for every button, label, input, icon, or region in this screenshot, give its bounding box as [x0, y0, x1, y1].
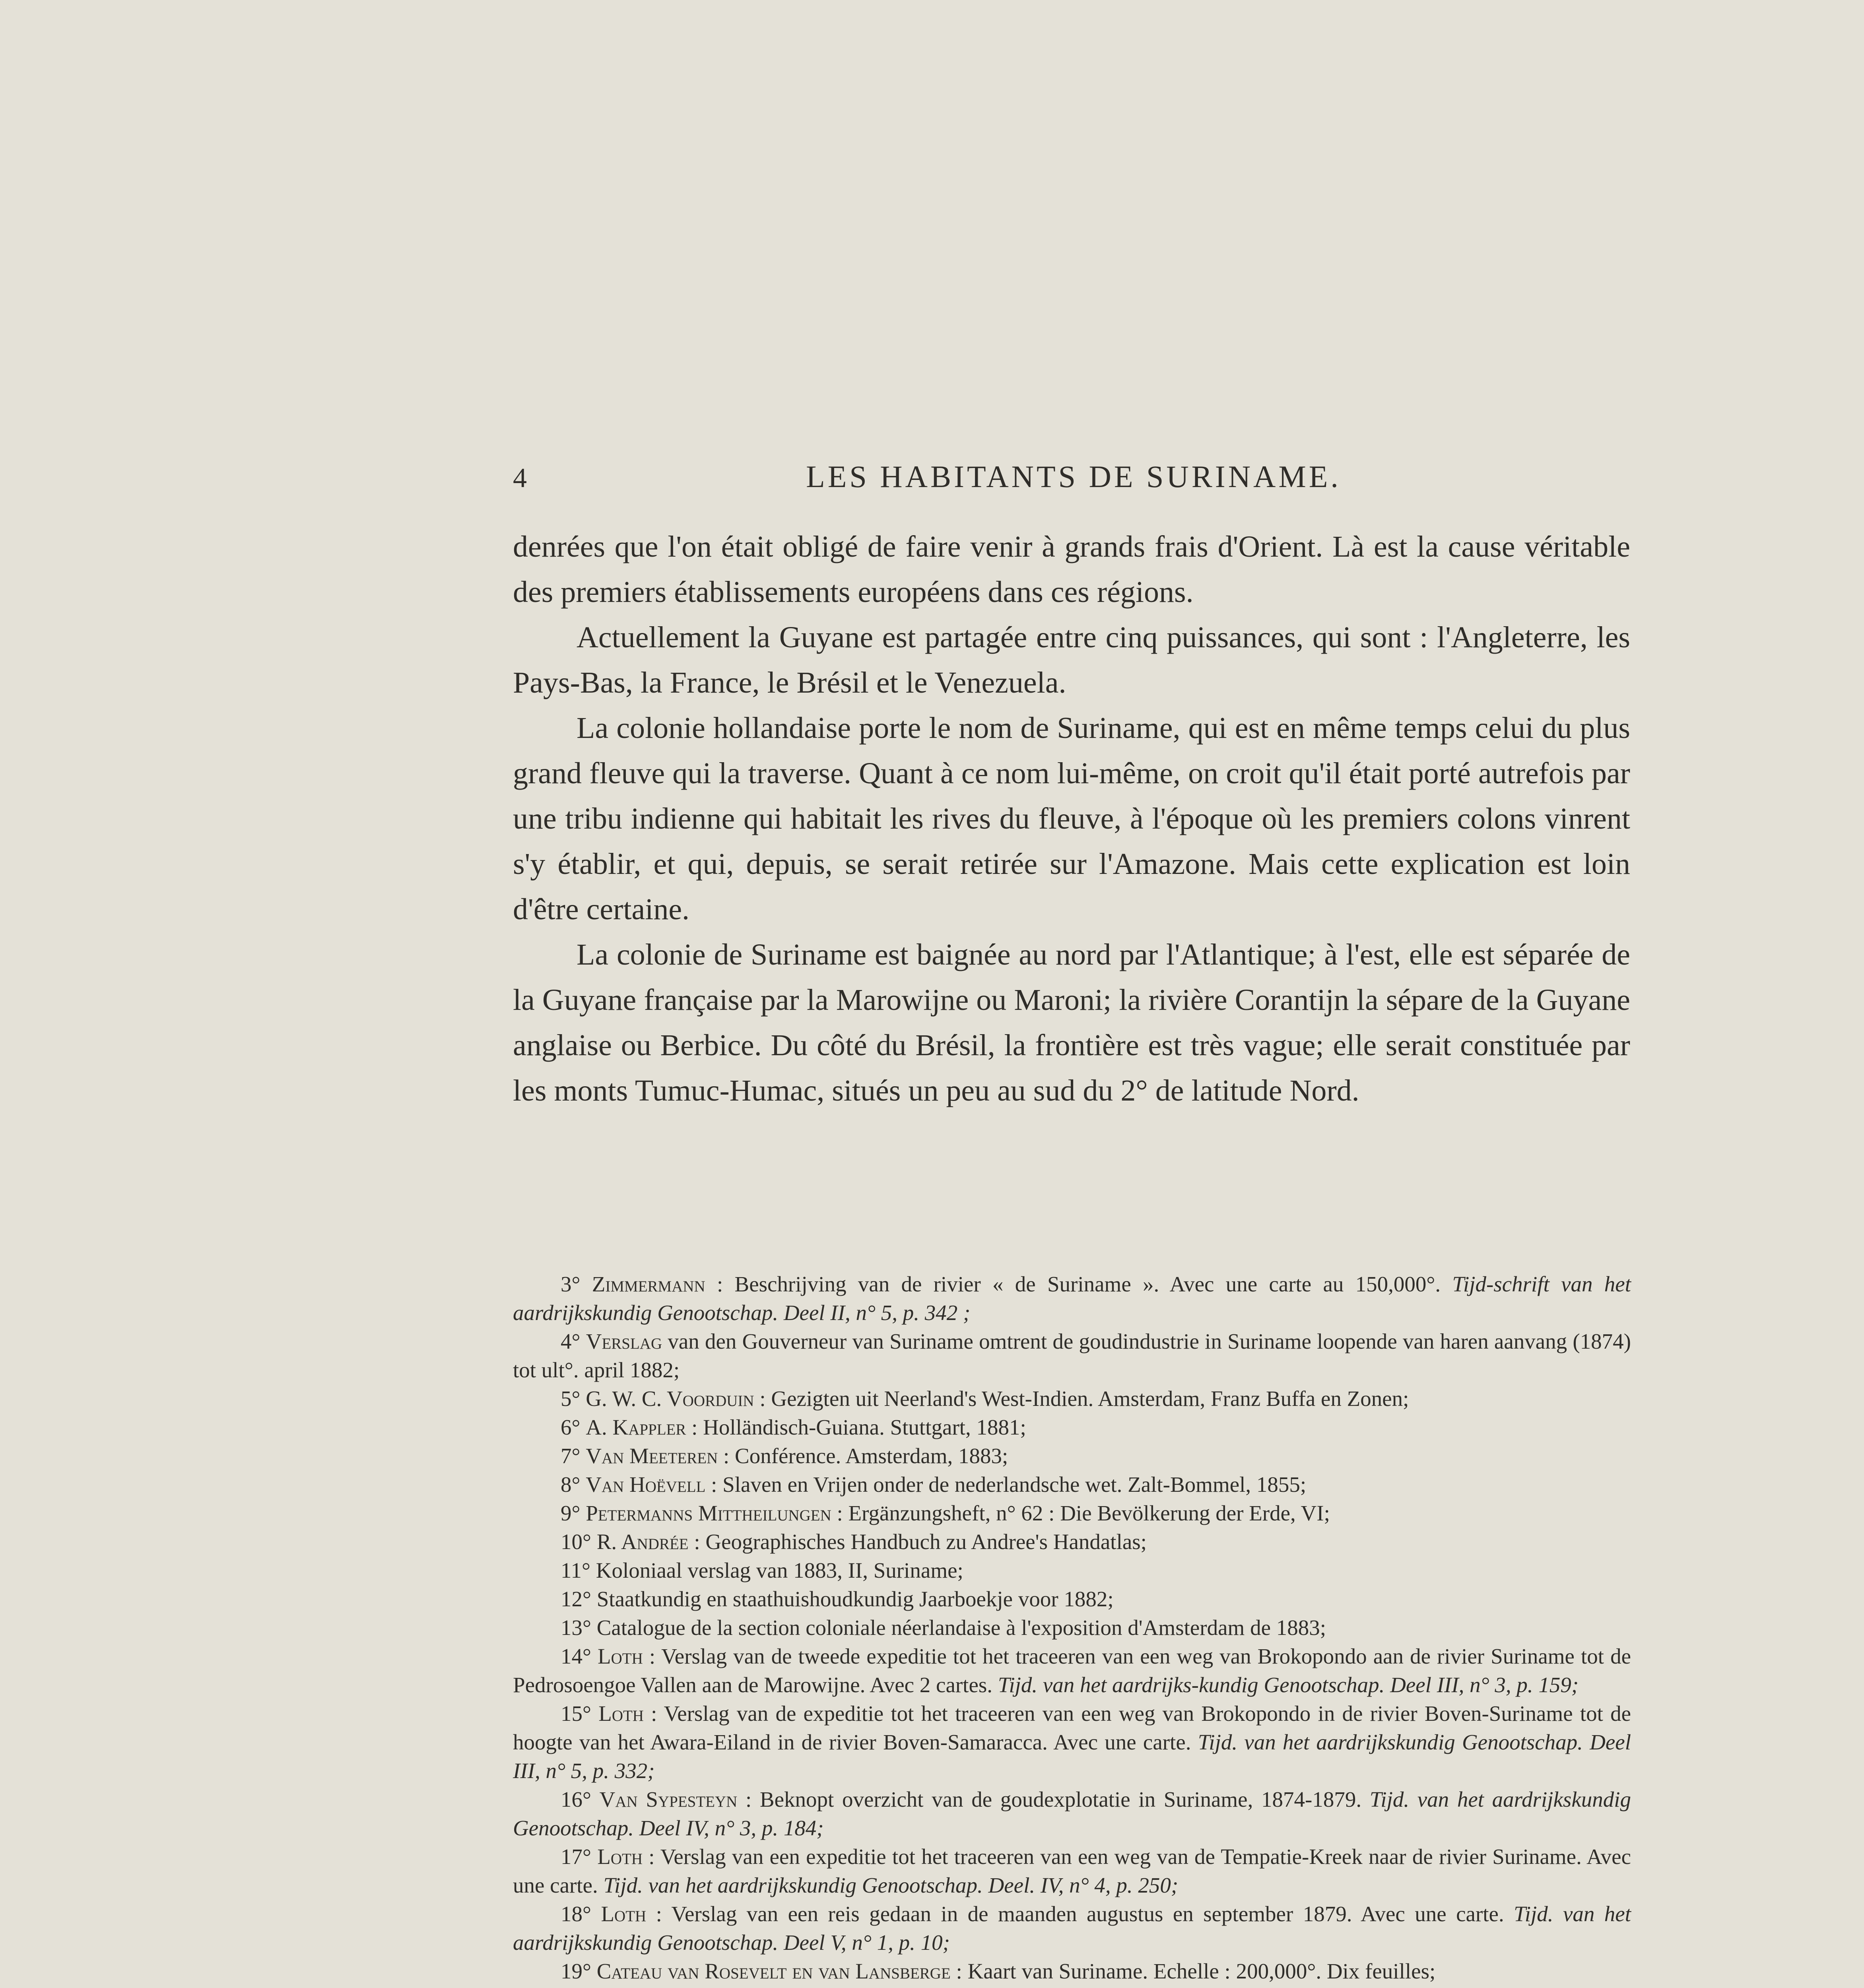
- page-number: 4: [513, 463, 527, 493]
- reference-number: 16°: [561, 1787, 591, 1811]
- reference-item: [513, 1528, 1631, 1556]
- reference-number: 17°: [561, 1844, 591, 1869]
- reference-item: [513, 1900, 1631, 1957]
- reference-citation: Tijd. van het aardrijkskundig Genootschap. Deel IV, n° 3, p. 184;: [513, 1787, 1631, 1840]
- paragraph: La colonie hollandaise porte le nom de Suriname, qui est en même temps celui du plus grand fleuve qui la traverse. Quant à ce nom lui-même, on croit qu'il était porté autrefois par une tribu indienne qui habitait les rives du fleuve, à l'époque où les premiers colons vinrent s'y établir, et qui, depuis, se serait retirée sur l'Amazone. Mais cette explication est loin d'être certaine.: [513, 711, 1630, 926]
- reference-item: [513, 1842, 1631, 1900]
- reference-text: Staatkundig en staathuishoudkundig Jaarboekje voor 1882;: [596, 1587, 1114, 1611]
- running-title: LES HABITANTS DE SURINAME.: [806, 459, 1341, 494]
- reference-item: [513, 1499, 1631, 1528]
- reference-number: 4°: [561, 1329, 581, 1353]
- reference-citation: Tijd. van het aardrijkskundig Genootschap. Deel. IV, n° 4, p. 250;: [603, 1873, 1179, 1897]
- reference-text: : Verslag van een expeditie tot het traceeren van een weg van de Tempatie-Kreek naar de rivier Suriname. Avec une carte.: [513, 1844, 1631, 1897]
- reference-number: 7°: [561, 1444, 581, 1468]
- paragraph: denrées que l'on était obligé de faire venir à grands frais d'Orient. Là est la cause véritable des premiers établissements européens dans ces régions.: [513, 530, 1630, 609]
- reference-author: G. W. C. Voorduin: [586, 1386, 754, 1411]
- paragraph: Actuellement la Guyane est partagée entre cinq puissances, qui sont : l'Angleterre, les Pays-Bas, la France, le Brésil et le Venezuela.: [513, 621, 1630, 699]
- reference-citation: Tijd. van het aardrijkskundig Genootschap. Deel V, n° 1, p. 10;: [513, 1902, 1631, 1955]
- running-head: [513, 461, 1634, 505]
- reference-text: : Verslag van een reis gedaan in de maanden augustus en september 1879. Avec une carte.: [646, 1902, 1514, 1926]
- reference-number: 12°: [561, 1587, 591, 1611]
- reference-author: Zimmermann: [592, 1272, 705, 1296]
- reference-item: [513, 1613, 1631, 1642]
- reference-author: Verslag: [586, 1329, 662, 1353]
- reference-text: Catalogue de la section coloniale néerlandaise à l'exposition d'Amsterdam de 1883;: [596, 1615, 1326, 1640]
- reference-author: R. Andrée: [596, 1530, 689, 1554]
- reference-citation: Tijd. van het aardrijks-kundig Genootschap. Deel III, n° 3, p. 159;: [998, 1673, 1579, 1697]
- reference-author: Loth: [601, 1902, 647, 1926]
- reference-text: : Verslag van de tweede expeditie tot het traceeren van een weg van Brokopondo aan de rivier Suriname tot de Pedrosoengoe Vallen aan de Marowijne. Avec 2 cartes.: [513, 1644, 1631, 1697]
- reference-text: : Ergänzungsheft, n° 62 : Die Bevölkerung der Erde, VI;: [831, 1501, 1330, 1525]
- reference-author: Loth: [597, 1844, 643, 1869]
- reference-author: Cateau van Rosevelt en van Lansberge: [596, 1959, 951, 1983]
- reference-item: [513, 1585, 1631, 1613]
- reference-number: 19°: [561, 1959, 591, 1983]
- reference-number: 10°: [561, 1530, 591, 1554]
- reference-item: [513, 1384, 1631, 1413]
- reference-number: 6°: [561, 1415, 581, 1439]
- reference-item: [513, 1442, 1631, 1470]
- reference-citation: Tijd-schrift van het aardrijkskundig Genootschap. Deel II, n° 5, p. 342 ;: [513, 1272, 1631, 1325]
- body-text: [513, 524, 1630, 1113]
- reference-author: Petermanns Mittheilungen: [586, 1501, 831, 1525]
- reference-number: 8°: [561, 1472, 581, 1497]
- reference-item: [513, 1957, 1631, 1986]
- reference-text: : Verslag van de expeditie tot het traceeren van een weg van Brokopondo in de rivier Boven-Suriname tot de hoogte van het Awara-Eiland in de rivier Boven-Samaracca. Avec une carte.: [513, 1701, 1631, 1754]
- reference-number: 5°: [561, 1386, 581, 1411]
- reference-item: [513, 1785, 1631, 1842]
- reference-text: van den Gouverneur van Suriname omtrent de goudindustrie in Suriname loopende van haren aanvang (1874) tot ult°. april 1882;: [513, 1329, 1631, 1382]
- reference-list: [513, 1270, 1631, 1988]
- paragraph: La colonie de Suriname est baignée au nord par l'Atlantique; à l'est, elle est séparée de la Guyane française par la Marowijne ou Maroni; la rivière Corantijn la sépare de la Guyane anglaise ou Berbice. Du côté du Brésil, la frontière est très vague; elle serait constituée par les monts Tumuc-Humac, situés un peu au sud du 2° de latitude Nord.: [513, 938, 1630, 1107]
- reference-number: 9°: [561, 1501, 581, 1525]
- reference-number: 13°: [561, 1615, 591, 1640]
- reference-text: : Kaart van Suriname. Echelle : 200,000°. Dix feuilles;: [950, 1959, 1436, 1983]
- reference-item: [513, 1270, 1631, 1327]
- reference-item: [513, 1986, 1631, 1988]
- reference-author: Loth: [598, 1701, 644, 1726]
- reference-citation: Tijd. van het aardrijkskundig Genootschap. Deel III, n° 5, p. 332;: [513, 1730, 1631, 1783]
- reference-number: 11°: [561, 1558, 590, 1582]
- reference-author: Van Meeteren: [586, 1444, 718, 1468]
- reference-author: Loth: [598, 1644, 643, 1668]
- reference-text: : Slaven en Vrijen onder de nederlandsche wet. Zalt-Bommel, 1855;: [705, 1472, 1307, 1497]
- reference-number: 14°: [561, 1644, 591, 1668]
- reference-item: [513, 1556, 1631, 1585]
- reference-text: : Beschrijving van de rivier « de Suriname ». Avec une carte au 150,000°.: [705, 1272, 1452, 1296]
- reference-text: : Holländisch-Guiana. Stuttgart, 1881;: [686, 1415, 1026, 1439]
- reference-author: Van Sypesteyn: [599, 1787, 738, 1811]
- reference-text: Koloniaal verslag van 1883, II, Suriname;: [596, 1558, 963, 1582]
- reference-item: [513, 1699, 1631, 1785]
- reference-author: Van Hoëvell: [586, 1472, 706, 1497]
- reference-item: [513, 1327, 1631, 1384]
- reference-item: [513, 1470, 1631, 1499]
- reference-number: 15°: [561, 1701, 591, 1726]
- reference-item: [513, 1413, 1631, 1442]
- reference-number: 3°: [561, 1272, 581, 1296]
- reference-text: : Conférence. Amsterdam, 1883;: [718, 1444, 1008, 1468]
- reference-number: 18°: [561, 1902, 591, 1926]
- reference-item: [513, 1642, 1631, 1699]
- reference-text: : Gezigten uit Neerland's West-Indien. Amsterdam, Franz Buffa en Zonen;: [754, 1386, 1409, 1411]
- reference-author: A. Kappler: [586, 1415, 686, 1439]
- reference-text: : Beknopt overzicht van de goudexplotatie in Suriname, 1874-1879.: [737, 1787, 1370, 1811]
- reference-text: : Geographisches Handbuch zu Andree's Handatlas;: [688, 1530, 1147, 1554]
